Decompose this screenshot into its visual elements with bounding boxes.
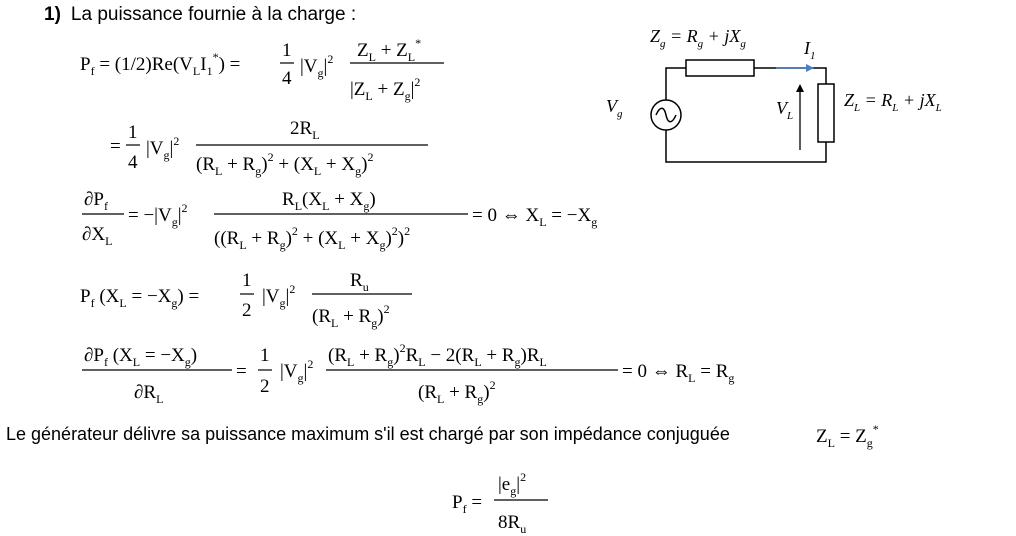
- svg-text:= 0 ⇔ RL = Rg: = 0 ⇔ $R_L = R_g$: [622, 361, 735, 385]
- svg-text:1: 1: [260, 345, 270, 366]
- equation-conjugate: [816, 422, 879, 450]
- circuit-diagram: [600, 20, 1000, 170]
- zl-label: $Z_L = R_L + jX_L$: [844, 90, 942, 114]
- voltage-arrowhead-icon: [796, 84, 804, 92]
- svg-text:ZL + ZL*: $Z_L + Z_L^*$: [357, 36, 422, 64]
- zg-label: $Z_g = R_g + jX_g$: [650, 26, 746, 50]
- wire-top-right: [754, 68, 826, 84]
- equation-power-definition: [80, 36, 444, 103]
- svg-text:RL(XL + Xg): $R_L(X_L + X_g)$: [282, 189, 376, 213]
- svg-text:∂Pf (XL = −Xg): $\partial P_f$ $(X_L = -X_g)$: [84, 345, 198, 369]
- svg-text:|Vg|2: $|V_g|^2$: [262, 282, 296, 310]
- svg-text:=: =: [110, 136, 121, 157]
- svg-text:1: 1: [282, 40, 292, 61]
- voltage-label: $V_L$: [776, 98, 794, 122]
- svg-text:2RL: $2R_L$: [290, 118, 320, 142]
- svg-text:ZL = Zg*: $Z_L = Z_g^*$: [816, 422, 879, 450]
- svg-text:|eg|2: $|e_g|^2$: [498, 470, 527, 498]
- svg-text:1: 1: [242, 270, 252, 291]
- equation-max-power: [452, 470, 548, 536]
- svg-text:1: 1: [128, 122, 138, 143]
- svg-text:|ZL + Zg|2: $|Z_L + Z_g|^2$: [350, 75, 421, 103]
- wire-bottom: [666, 130, 826, 162]
- section-number: 1): [44, 4, 61, 25]
- svg-text:((RL + Rg)2 + (XL + Xg)2)2: $((R_L + R_g)^2 + (X_L + X_g)^2)^2$: [214, 224, 411, 252]
- current-arrowhead-icon: [806, 64, 814, 72]
- svg-text:Pf (XL = −Xg) =: $P_f$ $(X_L = -X_g)$ =: [80, 286, 200, 310]
- svg-text:|Vg|2: $|V_g|^2$: [300, 52, 334, 80]
- load-resistor: [818, 84, 834, 142]
- svg-text:|Vg|2: $|V_g|^2$: [146, 134, 180, 162]
- equation-derivative-xl: [82, 189, 597, 252]
- svg-text:∂XL: $\partial X_L$: [82, 224, 113, 248]
- equation-power-expanded: [110, 118, 428, 178]
- svg-text:= −|Vg|2: = $-|V_g|^2$: [128, 201, 188, 229]
- svg-text:4: 4: [282, 68, 292, 89]
- svg-text:(RL + Rg)2: $(R_L + R_g)^2$: [312, 302, 390, 330]
- svg-text:= 0 ⇔ XL = −Xg: = 0 ⇔ $X_L = -X_g$: [472, 205, 598, 229]
- conclusion-text: Le générateur délivre sa puissance maximum s'il est chargé par son impédance conjuguée: [6, 424, 730, 444]
- equation-power-at-xl: [80, 270, 412, 330]
- svg-text:Pf =: $P_f$ =: [452, 492, 483, 516]
- current-label: $I_1$: [804, 38, 816, 62]
- generator-resistor: [686, 60, 754, 76]
- svg-text:∂RL: $\partial R_L$: [134, 382, 164, 406]
- section-title: La puissance fournie à la charge :: [70, 4, 357, 25]
- sine-wave-icon: [656, 108, 676, 122]
- svg-text:4: 4: [128, 152, 138, 173]
- equation-derivative-rl: [82, 341, 734, 406]
- svg-text:2: 2: [242, 300, 252, 321]
- svg-text:=: =: [236, 361, 247, 382]
- svg-text:8Ru: $8R_u$: [498, 512, 527, 536]
- svg-text:2: 2: [260, 376, 270, 397]
- wire-top-left: [666, 68, 686, 100]
- svg-text:(RL + Rg)2 + (XL + Xg)2: $(R_L + R_g)^2 + (X_L + X_g)^2$: [196, 150, 374, 178]
- svg-text:(RL + Rg)2RL − 2(RL + Rg)RL: $(R_L + R_g)^2R_L - 2(R_L + R_g)R_L$: [328, 341, 547, 369]
- svg-text:Pf = (1/2)Re(VLI1*) =: $P_f = (1/2)Re(V_LI_1^*)$ =: [80, 50, 241, 78]
- source-label: $V_g$: [606, 96, 623, 120]
- svg-text:∂Pf: $\partial P_f$: [84, 189, 108, 213]
- svg-text:Ru: $R_u$: [350, 270, 369, 294]
- svg-text:(RL + Rg)2: $(R_L + R_g)^2$: [418, 378, 496, 406]
- svg-text:|Vg|2: $|V_g|^2$: [280, 357, 314, 385]
